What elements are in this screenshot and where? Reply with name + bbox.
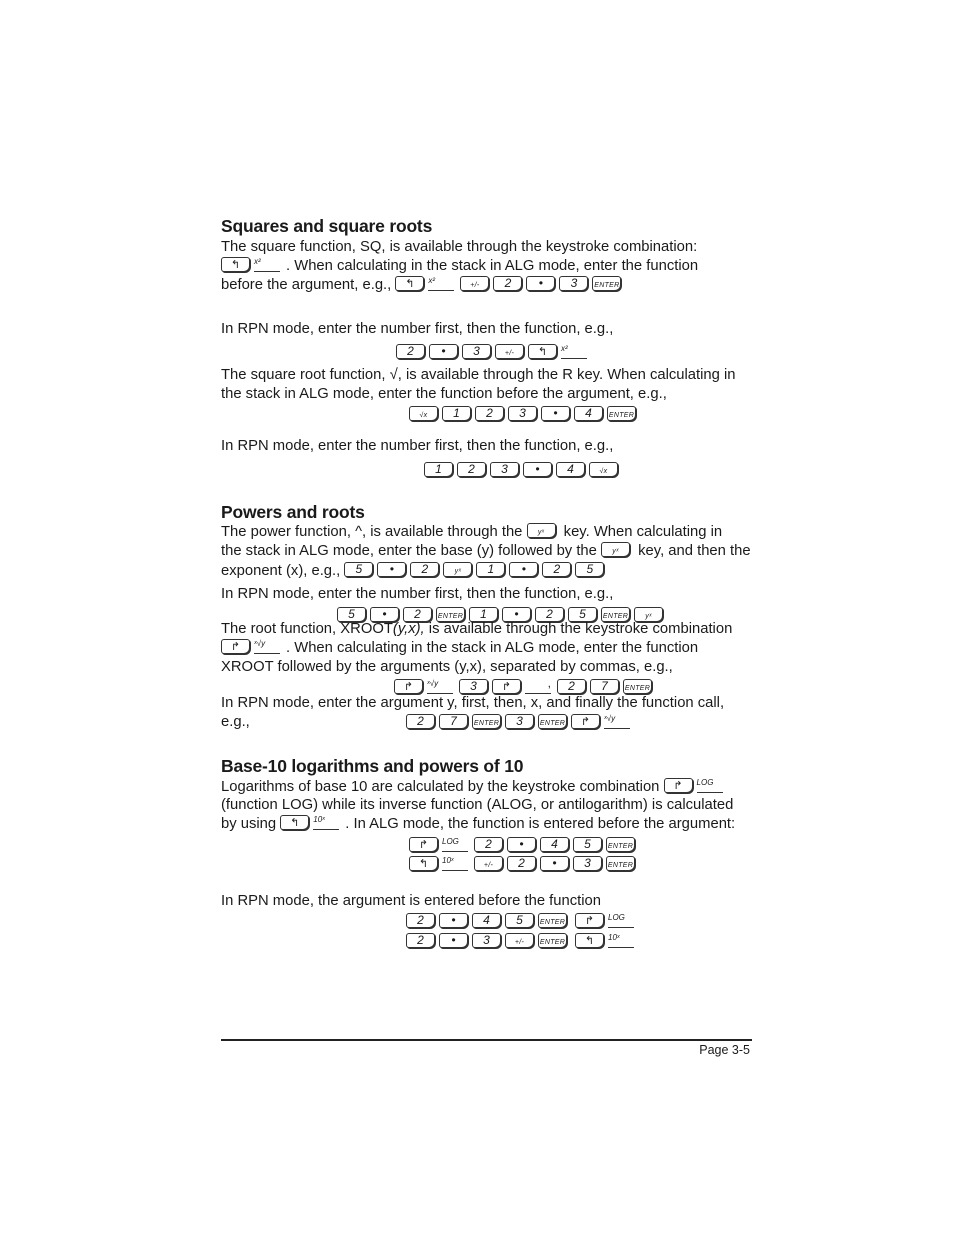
paragraph-line: In RPN mode, enter the number first, then the function, e.g., bbox=[221, 586, 614, 602]
enter-key-icon: ENTER bbox=[538, 714, 567, 729]
left-shift-key-icon: ↰ bbox=[221, 257, 250, 272]
dot-key: • bbox=[507, 837, 536, 852]
log-function-label: LOG bbox=[697, 778, 723, 793]
log-function-label: LOG bbox=[608, 913, 634, 928]
paragraph-line: The square root function, √, is available through the R key. When calculating in bbox=[221, 367, 736, 383]
paragraph-line: the stack in ALG mode, enter the function before the argument, e.g., bbox=[221, 386, 667, 402]
xroot-function-label: ˣ√y bbox=[604, 714, 630, 729]
digit-7-key: 7 bbox=[590, 679, 619, 694]
power-key-icon: yˣ bbox=[634, 607, 663, 622]
digit-4-key: 4 bbox=[556, 462, 585, 477]
section-heading-squares: Squares and square roots bbox=[221, 216, 433, 236]
enter-key-icon: ENTER bbox=[623, 679, 652, 694]
enter-key-icon: ENTER bbox=[606, 856, 635, 871]
paragraph-text: key, and then the bbox=[638, 543, 751, 559]
dot-key: • bbox=[370, 607, 399, 622]
enter-key-icon: ENTER bbox=[436, 607, 465, 622]
dot-key: • bbox=[502, 607, 531, 622]
right-shift-key-icon: ↱ bbox=[221, 639, 250, 654]
power-key-icon: yˣ bbox=[601, 542, 630, 557]
section-heading-logs: Base-10 logarithms and powers of 10 bbox=[221, 756, 524, 776]
square-function-label: x² bbox=[561, 344, 587, 359]
paragraph-line bbox=[221, 276, 625, 295]
dot-key: • bbox=[429, 344, 458, 359]
chs-key-icon: +/- bbox=[505, 933, 534, 948]
dot-key: • bbox=[526, 276, 555, 291]
paragraph-text: . When calculating in the stack in ALG mode, enter the function bbox=[286, 258, 699, 274]
section-heading-powers: Powers and roots bbox=[221, 502, 365, 522]
paragraph-text: The root function, XROOT bbox=[221, 621, 393, 637]
paragraph-line: The square function, SQ, is available through the keystroke combination: bbox=[221, 239, 698, 255]
right-shift-key-icon: ↱ bbox=[571, 714, 600, 729]
paragraph-line: In RPN mode, enter the number first, then the function, e.g., bbox=[221, 321, 614, 337]
paragraph-line: In RPN mode, the argument is entered before the function bbox=[221, 893, 602, 909]
digit-5-key: 5 bbox=[575, 562, 604, 577]
enter-key-icon: ENTER bbox=[607, 406, 636, 421]
left-shift-key-icon: ↰ bbox=[409, 856, 438, 871]
keystroke-sequence bbox=[394, 676, 656, 695]
digit-4-key: 4 bbox=[540, 837, 569, 852]
sqrt-key-icon: √x bbox=[589, 462, 618, 477]
paragraph-line bbox=[221, 815, 735, 834]
right-shift-key-icon: ↱ bbox=[664, 778, 693, 793]
digit-3-key: 3 bbox=[462, 344, 491, 359]
keystroke-sequence bbox=[406, 933, 640, 949]
digit-2-key: 2 bbox=[457, 462, 486, 477]
chs-key-icon: +/- bbox=[460, 276, 489, 291]
digit-2-key: 2 bbox=[557, 679, 586, 694]
paragraph-line bbox=[221, 257, 698, 276]
digit-3-key: 3 bbox=[472, 933, 501, 948]
digit-5-key: 5 bbox=[568, 607, 597, 622]
comma-function-label: , bbox=[525, 679, 551, 694]
digit-2-key: 2 bbox=[474, 837, 503, 852]
digit-2-key: 2 bbox=[406, 933, 435, 948]
digit-2-key: 2 bbox=[406, 714, 435, 729]
power-key-icon: yˣ bbox=[443, 562, 472, 577]
digit-3-key: 3 bbox=[573, 856, 602, 871]
dot-key: • bbox=[439, 933, 468, 948]
footer-rule bbox=[221, 1039, 752, 1041]
paragraph-line bbox=[221, 639, 698, 658]
log-function-label: LOG bbox=[442, 837, 468, 852]
digit-3-key: 3 bbox=[508, 406, 537, 421]
dot-key: • bbox=[523, 462, 552, 477]
paragraph-line bbox=[221, 620, 732, 639]
digit-2-key: 2 bbox=[403, 607, 432, 622]
enter-key-icon: ENTER bbox=[601, 607, 630, 622]
paragraph-line: e.g., bbox=[221, 714, 250, 730]
keystroke-sequence bbox=[409, 856, 639, 872]
square-function-label: x² bbox=[428, 276, 454, 291]
digit-1-key: 1 bbox=[424, 462, 453, 477]
alog-function-label: 10ˣ bbox=[608, 933, 634, 948]
paragraph-line: XROOT followed by the arguments (y,x), separated by commas, e.g., bbox=[221, 659, 673, 675]
keystroke-sequence bbox=[406, 714, 636, 730]
paragraph-line: (function LOG) while its inverse function (ALOG, or antilogarithm) is calculated bbox=[221, 797, 734, 813]
digit-7-key: 7 bbox=[439, 714, 468, 729]
digit-3-key: 3 bbox=[559, 276, 588, 291]
chs-key-icon: +/- bbox=[495, 344, 524, 359]
dot-key: • bbox=[541, 406, 570, 421]
paragraph-text: The power function, ^, is available through the bbox=[221, 524, 523, 540]
digit-3-key: 3 bbox=[490, 462, 519, 477]
page-number: Page 3-5 bbox=[699, 1043, 750, 1057]
paragraph-text: the stack in ALG mode, enter the base (y) followed by the bbox=[221, 543, 597, 559]
digit-2-key: 2 bbox=[396, 344, 425, 359]
paragraph-text: Logarithms of base 10 are calculated by the keystroke combination bbox=[221, 779, 660, 795]
power-key-icon: yˣ bbox=[527, 523, 556, 538]
keystroke-sequence bbox=[424, 462, 622, 478]
digit-4-key: 4 bbox=[472, 913, 501, 928]
digit-5-key: 5 bbox=[344, 562, 373, 577]
paragraph-line: In RPN mode, enter the number first, then the function, e.g., bbox=[221, 438, 614, 454]
enter-key-icon: ENTER bbox=[538, 933, 567, 948]
paragraph-text: by using bbox=[221, 816, 277, 832]
digit-1-key: 1 bbox=[469, 607, 498, 622]
digit-2-key: 2 bbox=[507, 856, 536, 871]
right-shift-key-icon: ↱ bbox=[492, 679, 521, 694]
paragraph-line: In RPN mode, enter the argument y, first, then, x, and finally the function call, bbox=[221, 695, 725, 711]
right-shift-key-icon: ↱ bbox=[394, 679, 423, 694]
paragraph-line bbox=[221, 562, 608, 581]
keystroke-sequence bbox=[396, 344, 593, 360]
keystroke-sequence bbox=[406, 913, 640, 929]
dot-key: • bbox=[377, 562, 406, 577]
digit-2-key: 2 bbox=[535, 607, 564, 622]
paragraph-line bbox=[221, 523, 722, 542]
paragraph-text: is available through the keystroke combination bbox=[428, 621, 733, 637]
xroot-function-label: ˣ√y bbox=[254, 639, 280, 654]
enter-key-icon: ENTER bbox=[606, 837, 635, 852]
keystroke-sequence bbox=[409, 837, 639, 853]
paragraph-text: before the argument, e.g., bbox=[221, 277, 392, 293]
enter-key-icon: ENTER bbox=[472, 714, 501, 729]
alog-function-label: 10ˣ bbox=[442, 856, 468, 871]
digit-2-key: 2 bbox=[406, 913, 435, 928]
keystroke-sequence bbox=[409, 406, 640, 422]
paragraph-text: exponent (x), e.g., bbox=[221, 563, 341, 579]
dot-key: • bbox=[439, 913, 468, 928]
digit-1-key: 1 bbox=[442, 406, 471, 421]
left-shift-key-icon: ↰ bbox=[528, 344, 557, 359]
paragraph-line bbox=[221, 542, 751, 561]
digit-4-key: 4 bbox=[574, 406, 603, 421]
digit-2-key: 2 bbox=[493, 276, 522, 291]
paragraph-text: . In ALG mode, the function is entered before the argument: bbox=[345, 816, 736, 832]
left-shift-key-icon: ↰ bbox=[280, 815, 309, 830]
digit-2-key: 2 bbox=[475, 406, 504, 421]
digit-3-key: 3 bbox=[505, 714, 534, 729]
paragraph-text: . When calculating in the stack in ALG mode, enter the function bbox=[286, 640, 699, 656]
digit-3-key: 3 bbox=[459, 679, 488, 694]
right-shift-key-icon: ↱ bbox=[409, 837, 438, 852]
xroot-function-label: ˣ√y bbox=[427, 679, 453, 694]
digit-2-key: 2 bbox=[542, 562, 571, 577]
sqrt-key-icon: √x bbox=[409, 406, 438, 421]
dot-key: • bbox=[540, 856, 569, 871]
enter-key-icon: ENTER bbox=[538, 913, 567, 928]
right-shift-key-icon: ↱ bbox=[575, 913, 604, 928]
left-shift-key-icon: ↰ bbox=[395, 276, 424, 291]
digit-2-key: 2 bbox=[410, 562, 439, 577]
digit-1-key: 1 bbox=[476, 562, 505, 577]
square-function-label: x² bbox=[254, 257, 280, 272]
chs-key-icon: +/- bbox=[474, 856, 503, 871]
digit-5-key: 5 bbox=[573, 837, 602, 852]
enter-key-icon: ENTER bbox=[592, 276, 621, 291]
left-shift-key-icon: ↰ bbox=[575, 933, 604, 948]
alog-function-label: 10ˣ bbox=[313, 815, 339, 830]
digit-5-key: 5 bbox=[337, 607, 366, 622]
digit-5-key: 5 bbox=[505, 913, 534, 928]
xroot-args: (y,x), bbox=[392, 621, 425, 637]
paragraph-text: key. When calculating in bbox=[563, 524, 723, 540]
paragraph-line bbox=[221, 778, 729, 797]
dot-key: • bbox=[509, 562, 538, 577]
